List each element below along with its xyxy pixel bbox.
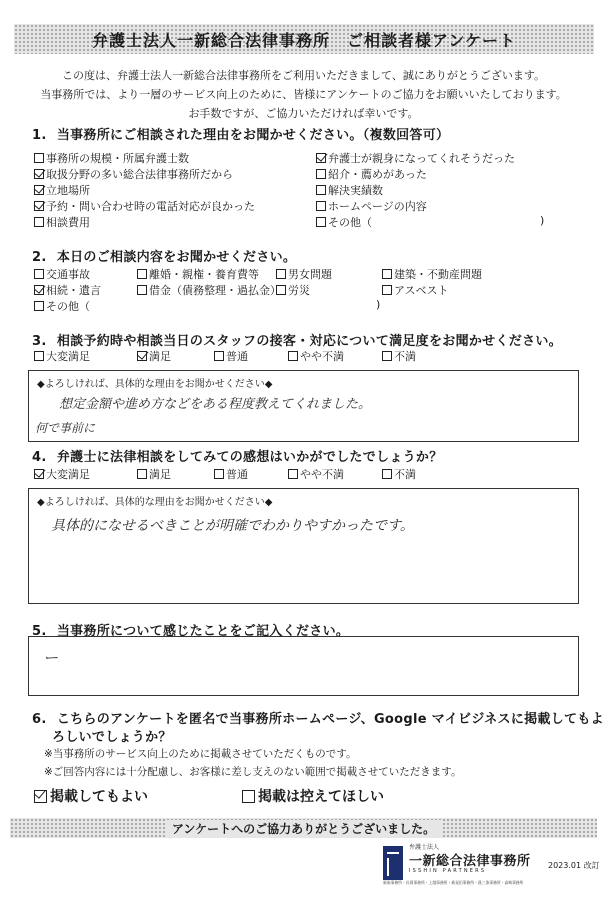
option-label: 男女問題 bbox=[288, 268, 332, 281]
option-label: 不満 bbox=[394, 468, 416, 481]
q4-option[interactable] bbox=[137, 466, 171, 482]
q2-option[interactable] bbox=[137, 282, 281, 298]
footer-thanks: アンケートへのご協力ありがとうございました。 bbox=[166, 820, 441, 837]
q4-number: 4. bbox=[32, 450, 47, 465]
q1-heading bbox=[32, 124, 449, 143]
checkbox[interactable] bbox=[214, 351, 224, 361]
q1-option[interactable] bbox=[316, 214, 372, 230]
q6-text-line2: ろしいでしょうか？ bbox=[52, 730, 172, 745]
checkbox[interactable] bbox=[316, 217, 326, 227]
q3-handwritten-answer: 想定金額や進め方などをある程度教えてくれました。 bbox=[59, 397, 372, 412]
q3-heading bbox=[32, 330, 562, 349]
option-label: やや不満 bbox=[300, 468, 344, 481]
option-label: 事務所の規模・所属弁護士数 bbox=[46, 152, 189, 165]
option-label: その他（ bbox=[46, 300, 90, 313]
option-label: 掲載してもよい bbox=[50, 789, 148, 805]
option-label: 弁護士が親身になってくれそうだった bbox=[328, 152, 515, 165]
footer-thanks-bar bbox=[10, 818, 597, 838]
option-label: 紹介・薦めがあった bbox=[328, 168, 427, 181]
checkbox[interactable] bbox=[316, 169, 326, 179]
q4-text: 弁護士に法律相談をしてみての感想はいかがでしたでしょうか？ bbox=[56, 450, 443, 465]
checkbox[interactable] bbox=[242, 790, 255, 803]
firm-logo-icon bbox=[383, 846, 403, 880]
q3-comment-label: ◆よろしければ、具体的な理由をお聞かせください◆ bbox=[37, 379, 273, 390]
checkbox[interactable] bbox=[34, 153, 44, 163]
checkbox[interactable] bbox=[382, 469, 392, 479]
logo-english: ISSHIN PARTNERS bbox=[409, 868, 487, 874]
q2-option[interactable] bbox=[382, 266, 482, 282]
logo-subtitle: 弁護士法人 bbox=[409, 844, 440, 851]
q2-option[interactable] bbox=[34, 266, 90, 282]
option-label: 建築・不動産問題 bbox=[394, 268, 482, 281]
checkbox-checked[interactable] bbox=[34, 790, 47, 803]
q5-text: 当事務所について感じたことをご記入ください。 bbox=[56, 624, 350, 639]
option-label: 予約・問い合わせ時の電話対応が良かった bbox=[46, 200, 255, 213]
q2-option[interactable] bbox=[137, 266, 259, 282]
q3-option[interactable] bbox=[382, 348, 416, 364]
checkbox-checked[interactable] bbox=[34, 285, 44, 295]
q1-other-close: ) bbox=[540, 214, 545, 227]
option-label: 労災 bbox=[288, 284, 310, 297]
option-label: 大変満足 bbox=[46, 350, 90, 363]
q1-option[interactable] bbox=[316, 198, 427, 214]
q1-option[interactable] bbox=[34, 214, 90, 230]
checkbox-checked[interactable] bbox=[316, 153, 326, 163]
q4-comment-box[interactable] bbox=[28, 488, 579, 604]
q3-option[interactable] bbox=[34, 348, 90, 364]
q4-option[interactable] bbox=[288, 466, 344, 482]
checkbox[interactable] bbox=[382, 351, 392, 361]
intro-text bbox=[0, 66, 607, 123]
q1-option[interactable] bbox=[34, 182, 90, 198]
checkbox[interactable] bbox=[382, 285, 392, 295]
q2-option[interactable] bbox=[34, 298, 90, 314]
q1-option[interactable] bbox=[316, 182, 383, 198]
checkbox[interactable] bbox=[288, 351, 298, 361]
checkbox[interactable] bbox=[316, 185, 326, 195]
q5-comment-box[interactable] bbox=[28, 636, 579, 696]
option-label: 普通 bbox=[226, 350, 248, 363]
intro-line: お手数ですが、ご協力いただければ幸いです。 bbox=[188, 107, 419, 120]
checkbox[interactable] bbox=[382, 269, 392, 279]
q5-handwritten-answer: ー bbox=[43, 649, 59, 667]
option-label: 満足 bbox=[149, 468, 171, 481]
q5-number: 5. bbox=[32, 624, 47, 639]
checkbox[interactable] bbox=[34, 301, 44, 311]
logo-offices: 新潟事務所・長岡事務所・上越事務所・新発田事務所・燕三条事務所・高崎事務所 bbox=[383, 880, 524, 885]
survey-title-bar bbox=[14, 24, 594, 54]
q1-option[interactable] bbox=[316, 166, 427, 182]
checkbox[interactable] bbox=[137, 285, 147, 295]
checkbox-checked[interactable] bbox=[137, 351, 147, 361]
logo-name: 一新総合法律事務所 bbox=[409, 854, 531, 869]
option-label: 掲載は控えてほしい bbox=[258, 789, 384, 805]
q1-option[interactable] bbox=[316, 150, 515, 166]
checkbox[interactable] bbox=[137, 269, 147, 279]
q4-heading bbox=[32, 446, 443, 465]
q4-comment-label: ◆よろしければ、具体的な理由をお聞かせください◆ bbox=[37, 497, 273, 508]
q6-number: 6. bbox=[32, 712, 47, 727]
checkbox[interactable] bbox=[276, 285, 286, 295]
option-label: 交通事故 bbox=[46, 268, 90, 281]
q3-option[interactable] bbox=[288, 348, 344, 364]
option-label: 不満 bbox=[394, 350, 416, 363]
q2-option[interactable] bbox=[382, 282, 449, 298]
q2-other-close: ) bbox=[376, 298, 381, 311]
q3-comment-box[interactable] bbox=[28, 370, 579, 442]
q4-option[interactable] bbox=[34, 466, 90, 482]
option-label: 普通 bbox=[226, 468, 248, 481]
q6-option-publish[interactable] bbox=[34, 786, 148, 806]
q3-text: 相談予約時や相談当日のスタッフの接客・対応について満足度をお聞かせください。 bbox=[56, 334, 562, 349]
checkbox-checked[interactable] bbox=[34, 169, 44, 179]
checkbox[interactable] bbox=[34, 269, 44, 279]
q6-text-line1: こちらのアンケートを匿名で当事務所ホームページ、Google マイビジネスに掲載してもよ bbox=[56, 712, 604, 727]
checkbox[interactable] bbox=[34, 217, 44, 227]
option-label: 離婚・親権・養育費等 bbox=[149, 268, 259, 281]
option-label: 解決実績数 bbox=[328, 184, 383, 197]
q2-option[interactable] bbox=[276, 266, 332, 282]
checkbox[interactable] bbox=[276, 269, 286, 279]
q1-option[interactable] bbox=[34, 198, 255, 214]
option-label: 取扱分野の多い総合法律事務所だから bbox=[46, 168, 233, 181]
q4-option[interactable] bbox=[382, 466, 416, 482]
q1-option[interactable] bbox=[34, 150, 189, 166]
q3-option[interactable] bbox=[214, 348, 248, 364]
q2-option[interactable] bbox=[276, 282, 310, 298]
q2-text: 本日のご相談内容をお聞かせください。 bbox=[56, 250, 297, 265]
q6-heading bbox=[32, 708, 604, 727]
option-label: ホームページの内容 bbox=[328, 200, 427, 213]
q1-option[interactable] bbox=[34, 166, 233, 182]
option-label: 立地場所 bbox=[46, 184, 90, 197]
checkbox[interactable] bbox=[214, 469, 224, 479]
survey-title: 弁護士法人一新総合法律事務所 ご相談者様アンケート bbox=[91, 30, 517, 50]
q3-option[interactable] bbox=[137, 348, 171, 364]
option-label: 相談費用 bbox=[46, 216, 90, 229]
option-label: 相続・遺言 bbox=[46, 284, 101, 297]
q3-handwritten-note: 何で事前に bbox=[35, 421, 96, 435]
q1-text: 当事務所にご相談された理由をお聞かせください。 bbox=[56, 128, 363, 143]
option-label: 借金（債務整理・過払金） bbox=[149, 284, 281, 297]
option-label: 大変満足 bbox=[46, 468, 90, 481]
q2-heading bbox=[32, 246, 296, 265]
option-label: やや不満 bbox=[300, 350, 344, 363]
q4-option[interactable] bbox=[214, 466, 248, 482]
q6-option-decline[interactable] bbox=[242, 786, 384, 806]
revision-date: 2023.01 改訂 bbox=[548, 861, 600, 870]
q2-number: 2. bbox=[32, 250, 47, 265]
q1-number: 1. bbox=[32, 128, 47, 143]
q2-option[interactable] bbox=[34, 282, 101, 298]
intro-line: 当事務所では、より一層のサービス向上のために、皆様にアンケートのご協力をお願いいたしております。 bbox=[40, 88, 567, 101]
intro-line: この度は、弁護士法人一新総合法律事務所をご利用いただきまして、誠にありがとうございます。 bbox=[62, 69, 545, 82]
q3-number: 3. bbox=[32, 334, 47, 349]
q6-note: ※ご回答内容には十分配慮し、お客様に差し支えのない範囲で掲載させていただきます。 bbox=[44, 766, 462, 778]
option-label: アスベスト bbox=[394, 284, 449, 297]
checkbox[interactable] bbox=[288, 469, 298, 479]
checkbox[interactable] bbox=[34, 351, 44, 361]
q1-suffix: （複数回答可） bbox=[362, 128, 450, 143]
q4-handwritten-answer: 具体的になせるべきことが明確でわかりやすかったです。 bbox=[51, 518, 414, 534]
checkbox-checked[interactable] bbox=[34, 469, 44, 479]
checkbox[interactable] bbox=[137, 469, 147, 479]
option-label: 満足 bbox=[149, 350, 171, 363]
q6-note: ※当事務所のサービス向上のために掲載させていただくものです。 bbox=[44, 748, 357, 760]
option-label: その他（ bbox=[328, 216, 372, 229]
checkbox-checked[interactable] bbox=[34, 185, 44, 195]
checkbox-checked[interactable] bbox=[34, 201, 44, 211]
firm-logo bbox=[383, 842, 543, 890]
checkbox[interactable] bbox=[316, 201, 326, 211]
